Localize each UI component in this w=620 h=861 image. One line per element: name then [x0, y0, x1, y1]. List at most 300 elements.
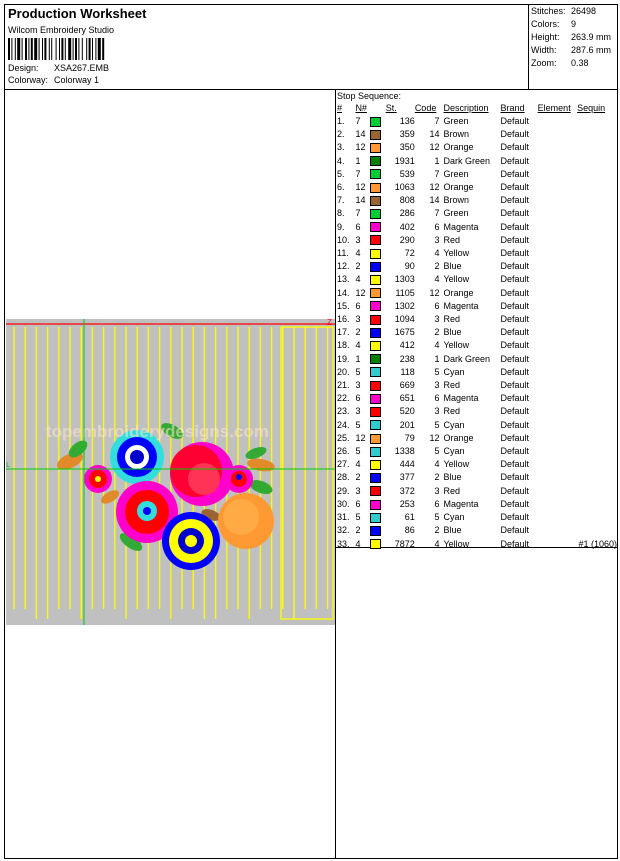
col-swatch	[370, 102, 386, 115]
swatch-cell	[370, 458, 386, 471]
needle-number: 5	[355, 366, 361, 377]
stat-stitches	[531, 6, 596, 16]
thread-brand: Default	[500, 485, 530, 496]
sequin-cell: #1 (1060)	[578, 538, 617, 549]
col-number: #	[337, 103, 343, 113]
color-description: Cyan	[443, 446, 465, 457]
needle-number: 7	[355, 168, 361, 179]
swatch-cell	[370, 538, 386, 551]
stop-index: 26.	[337, 446, 350, 457]
stitch-count: 1302	[394, 300, 415, 311]
table-row	[337, 326, 617, 339]
stop-index: 3.	[337, 142, 345, 153]
color-description: Cyan	[443, 366, 465, 377]
header-info	[5, 5, 528, 89]
element-cell	[538, 366, 577, 379]
thread-brand: Default	[500, 142, 530, 153]
sequin-cell	[577, 155, 617, 168]
swatch-cell	[370, 221, 386, 234]
color-swatch	[370, 394, 381, 404]
color-description: Orange	[443, 142, 474, 153]
stitch-count: 377	[399, 472, 415, 483]
color-description: Green	[443, 116, 469, 126]
worksheet-frame	[4, 4, 618, 859]
thread-brand: Default	[500, 393, 530, 404]
stop-index: 30.	[337, 498, 350, 509]
sequin-cell	[577, 432, 617, 445]
stop-index: 21.	[337, 380, 350, 391]
needle-number: 4	[355, 340, 361, 351]
stitch-count: 1675	[394, 327, 415, 338]
design-value: XSA267.EMB	[54, 63, 110, 73]
sequin-cell	[577, 260, 617, 273]
thread-brand: Default	[500, 327, 530, 338]
swatch-cell	[370, 287, 386, 300]
swatch-cell	[370, 524, 386, 537]
stop-index: 28.	[337, 472, 350, 483]
thread-brand: Default	[500, 512, 530, 523]
color-swatch	[370, 473, 381, 483]
color-description: Dark Green	[443, 353, 491, 364]
stitch-count: 79	[404, 432, 415, 443]
color-description: Orange	[443, 432, 474, 443]
thread-brand: Default	[500, 406, 530, 417]
thread-brand: Default	[500, 459, 530, 470]
color-code: 3	[434, 406, 440, 417]
table-row	[337, 432, 617, 445]
stitch-count: 444	[399, 459, 415, 470]
table-header-row	[337, 102, 617, 115]
color-swatch	[370, 460, 381, 470]
table-row	[337, 273, 617, 286]
color-swatch	[370, 196, 381, 206]
stop-index: 12.	[337, 261, 350, 272]
sequin-cell	[577, 353, 617, 366]
color-description: Blue	[443, 525, 462, 536]
width-value: 287.6 mm	[571, 45, 612, 55]
needle-number: 14	[355, 129, 366, 140]
stitch-count: 118	[400, 366, 415, 377]
thread-brand: Default	[500, 274, 530, 285]
table-row	[337, 207, 617, 220]
stop-index: 20.	[337, 366, 350, 377]
needle-number: 7	[355, 116, 361, 126]
swatch-cell	[370, 366, 386, 379]
color-swatch	[370, 183, 381, 193]
color-swatch	[370, 434, 381, 444]
color-description: Yellow	[443, 340, 470, 351]
needle-number: 3	[355, 406, 361, 417]
side-mark: L	[6, 462, 10, 469]
color-swatch	[370, 222, 381, 232]
stitch-count: 520	[399, 406, 415, 417]
table-row	[337, 168, 617, 181]
col-code: Code	[414, 103, 437, 113]
col-element: Element	[537, 103, 571, 113]
thread-brand: Default	[500, 208, 530, 219]
element-cell	[538, 498, 577, 511]
sequin-cell	[577, 221, 617, 234]
swatch-cell	[370, 326, 386, 339]
needle-number: 5	[355, 419, 361, 430]
element-cell	[538, 445, 577, 458]
color-swatch	[370, 117, 381, 127]
table-row	[337, 524, 617, 537]
color-swatch	[370, 301, 381, 311]
color-code: 1	[434, 155, 440, 166]
stitch-count: 1338	[394, 446, 415, 457]
stop-index: 15.	[337, 300, 350, 311]
table-row	[337, 353, 617, 366]
swatch-cell	[370, 168, 386, 181]
swatch-cell	[370, 471, 386, 484]
swatch-cell	[370, 405, 386, 418]
stop-sequence	[337, 90, 617, 551]
color-swatch	[370, 513, 381, 523]
color-code: 4	[434, 274, 440, 285]
stop-index: 18.	[337, 340, 350, 351]
sequin-cell	[577, 326, 617, 339]
table-row	[337, 194, 617, 207]
stitch-count: 539	[399, 168, 415, 179]
stitch-count: 1105	[395, 287, 415, 298]
stitch-count: 72	[404, 248, 415, 259]
sequin-cell	[577, 379, 617, 392]
element-cell	[538, 458, 577, 471]
color-description: Yellow	[443, 459, 470, 470]
thread-brand: Default	[500, 314, 530, 325]
needle-number: 6	[355, 393, 361, 404]
color-description: Red	[443, 234, 461, 245]
needle-number: 3	[355, 380, 361, 391]
thread-brand: Default	[500, 168, 530, 179]
color-description: Magenta	[443, 221, 479, 232]
stop-index: 9.	[337, 221, 345, 232]
element-cell	[538, 419, 577, 432]
needle-number: 2	[355, 327, 361, 338]
stitch-count: 238	[399, 353, 415, 364]
element-cell	[538, 141, 577, 154]
element-cell	[538, 300, 577, 313]
color-code: 6	[434, 498, 440, 509]
height-value: 263.9 mm	[571, 32, 612, 42]
thread-brand: Default	[500, 432, 530, 443]
sequin-cell	[577, 273, 617, 286]
stitches-label: Stitches:	[531, 6, 566, 16]
swatch-cell	[370, 339, 386, 352]
color-code: 4	[434, 459, 440, 470]
element-cell	[538, 260, 577, 273]
stitch-count: 1063	[394, 182, 415, 193]
swatch-cell	[370, 300, 386, 313]
element-cell	[538, 128, 577, 141]
stop-index: 2.	[337, 129, 345, 140]
stop-index: 14.	[337, 287, 350, 298]
stop-index: 5.	[337, 168, 345, 179]
color-code: 6	[434, 393, 440, 404]
thread-brand: Default	[500, 116, 530, 126]
swatch-cell	[370, 498, 386, 511]
thread-brand: Default	[500, 353, 530, 364]
table-row	[337, 498, 617, 511]
swatch-cell	[370, 115, 386, 128]
element-cell	[538, 221, 577, 234]
stat-height	[531, 32, 611, 42]
thread-brand: Default	[500, 129, 530, 140]
stat-zoom	[531, 58, 589, 68]
sequin-cell	[577, 485, 617, 498]
color-code: 6	[434, 300, 440, 311]
needle-number: 4	[355, 248, 361, 259]
swatch-cell	[370, 207, 386, 220]
color-code: 4	[434, 538, 440, 549]
table-row	[337, 511, 617, 524]
stitch-count: 808	[399, 195, 415, 206]
needle-number: 3	[355, 314, 361, 325]
stats-panel	[528, 5, 618, 89]
stop-sequence-table	[337, 102, 617, 551]
needle-number: 3	[355, 485, 361, 496]
needle-number: 6	[355, 300, 361, 311]
element-cell	[538, 155, 577, 168]
color-code: 12	[429, 287, 440, 298]
color-code: 2	[434, 261, 440, 272]
color-description: Orange	[443, 287, 474, 298]
color-swatch	[370, 156, 381, 166]
color-description: Magenta	[443, 300, 479, 311]
color-description: Magenta	[443, 498, 479, 509]
thread-brand: Default	[500, 525, 530, 536]
thread-brand: Default	[500, 155, 530, 166]
color-swatch	[370, 486, 381, 496]
stop-index: 27.	[337, 459, 350, 470]
needle-number: 3	[355, 234, 361, 245]
needle-number: 2	[355, 261, 361, 272]
color-swatch	[370, 328, 381, 338]
stitch-count: 7872	[394, 538, 415, 549]
color-description: Yellow	[443, 274, 470, 285]
color-code: 14	[429, 195, 440, 206]
thread-brand: Default	[500, 195, 530, 206]
needle-number: 5	[355, 446, 361, 457]
color-code: 7	[434, 168, 440, 179]
color-description: Blue	[443, 261, 462, 272]
colorway-value: Colorway 1	[54, 75, 100, 85]
corner-mark: Z	[327, 319, 332, 327]
color-swatch	[370, 420, 381, 430]
color-description: Orange	[443, 182, 474, 193]
thread-brand: Default	[500, 380, 530, 391]
element-cell	[538, 313, 577, 326]
stop-index: 4.	[337, 155, 345, 166]
element-cell	[538, 115, 577, 128]
element-cell	[538, 194, 577, 207]
colors-value: 9	[571, 19, 577, 29]
thread-brand: Default	[500, 472, 530, 483]
sequin-cell	[577, 234, 617, 247]
needle-number: 7	[355, 208, 361, 219]
sequin-cell	[577, 313, 617, 326]
table-row	[337, 471, 617, 484]
color-description: Green	[443, 208, 469, 219]
sequin-cell	[577, 287, 617, 300]
zoom-value: 0.38	[571, 58, 589, 68]
stop-index: 25.	[337, 432, 350, 443]
design-preview	[6, 319, 335, 625]
sequin-cell	[577, 471, 617, 484]
needle-number: 4	[355, 274, 361, 285]
stop-index: 17.	[337, 327, 350, 338]
color-description: Red	[443, 380, 461, 391]
swatch-cell	[370, 234, 386, 247]
stitch-count: 61	[404, 512, 415, 523]
stop-index: 32.	[337, 525, 350, 536]
thread-brand: Default	[500, 498, 530, 509]
swatch-cell	[370, 419, 386, 432]
element-cell	[538, 326, 577, 339]
stitch-count: 402	[399, 221, 415, 232]
watermark: topembroiderydesigns.com	[46, 422, 269, 441]
swatch-cell	[370, 128, 386, 141]
element-cell	[538, 524, 577, 537]
stitch-count: 350	[399, 142, 415, 153]
thread-brand: Default	[500, 182, 530, 193]
needle-number: 1	[355, 353, 361, 364]
table-row	[337, 405, 617, 418]
col-brand: Brand	[500, 103, 525, 113]
swatch-cell	[370, 273, 386, 286]
color-description: Dark Green	[443, 155, 491, 166]
stitch-count: 290	[399, 234, 415, 245]
element-cell	[538, 538, 577, 551]
sequin-cell	[577, 115, 617, 128]
table-row	[337, 221, 617, 234]
swatch-cell	[370, 353, 386, 366]
needle-number: 6	[355, 498, 361, 509]
element-cell	[538, 392, 577, 405]
element-cell	[538, 471, 577, 484]
color-swatch	[370, 143, 381, 153]
element-cell	[538, 339, 577, 352]
stop-index: 23.	[337, 406, 350, 417]
stitch-count: 136	[399, 116, 415, 126]
color-code: 5	[434, 446, 440, 457]
col-needle: N#	[355, 103, 367, 113]
color-code: 6	[434, 221, 440, 232]
element-cell	[538, 234, 577, 247]
color-code: 7	[434, 116, 440, 126]
table-row	[337, 392, 617, 405]
sequin-cell	[577, 405, 617, 418]
swatch-cell	[370, 511, 386, 524]
stop-index: 16.	[337, 314, 350, 325]
color-description: Yellow	[443, 248, 470, 259]
sequin-cell	[577, 300, 617, 313]
sequin-cell	[577, 194, 617, 207]
color-code: 2	[434, 525, 440, 536]
color-swatch	[370, 130, 381, 140]
element-cell	[538, 168, 577, 181]
color-description: Magenta	[443, 393, 479, 404]
sequin-cell	[577, 247, 617, 260]
color-code: 7	[434, 208, 440, 219]
swatch-cell	[370, 445, 386, 458]
thread-brand: Default	[500, 248, 530, 259]
sequin-cell	[577, 511, 617, 524]
stop-index: 31.	[337, 512, 350, 523]
color-code: 4	[434, 248, 440, 259]
needle-number: 1	[355, 155, 361, 166]
width-label: Width:	[531, 45, 557, 55]
table-row	[337, 247, 617, 260]
stitch-count: 1931	[394, 155, 415, 166]
colorway-label: Colorway:	[8, 75, 49, 85]
color-swatch	[370, 262, 381, 272]
swatch-cell	[370, 379, 386, 392]
color-swatch	[370, 341, 381, 351]
stitch-count: 286	[399, 208, 415, 219]
swatch-cell	[370, 181, 386, 194]
element-cell	[538, 379, 577, 392]
stop-index: 8.	[337, 208, 345, 219]
stop-index: 6.	[337, 182, 345, 193]
stitch-count: 253	[399, 498, 415, 509]
stop-index: 33.	[337, 538, 350, 549]
color-code: 3	[434, 485, 440, 496]
color-code: 3	[434, 380, 440, 391]
needle-number: 5	[355, 512, 361, 523]
thread-brand: Default	[500, 287, 530, 298]
needle-number: 4	[355, 538, 361, 549]
design-label: Design:	[8, 63, 39, 73]
table-row	[337, 339, 617, 352]
colors-label: Colors:	[531, 19, 560, 29]
stitch-count: 669	[399, 380, 415, 391]
swatch-cell	[370, 194, 386, 207]
needle-number: 12	[355, 182, 366, 193]
sequin-cell	[577, 458, 617, 471]
color-swatch	[370, 354, 381, 364]
table-row	[337, 538, 617, 551]
table-row	[337, 445, 617, 458]
swatch-cell	[370, 260, 386, 273]
color-swatch	[370, 209, 381, 219]
stitch-count: 1094	[394, 314, 415, 325]
stitch-count: 412	[399, 340, 415, 351]
sequin-cell	[577, 524, 617, 537]
table-row	[337, 458, 617, 471]
zoom-label: Zoom:	[531, 58, 557, 68]
sequin-cell	[577, 168, 617, 181]
color-description: Red	[443, 314, 461, 325]
stop-index: 22.	[337, 393, 350, 404]
stitch-count: 651	[399, 393, 415, 404]
color-swatch	[370, 500, 381, 510]
color-swatch	[370, 447, 381, 457]
color-code: 3	[434, 314, 440, 325]
element-cell	[538, 287, 577, 300]
col-stitches: St.	[385, 103, 397, 113]
sequin-cell	[577, 181, 617, 194]
thread-brand: Default	[500, 340, 530, 351]
sequin-cell	[577, 445, 617, 458]
sequin-cell	[577, 207, 617, 220]
needle-number: 2	[355, 525, 361, 536]
swatch-cell	[370, 141, 386, 154]
thread-brand: Default	[500, 261, 530, 272]
element-cell	[538, 511, 577, 524]
sequin-cell	[577, 339, 617, 352]
